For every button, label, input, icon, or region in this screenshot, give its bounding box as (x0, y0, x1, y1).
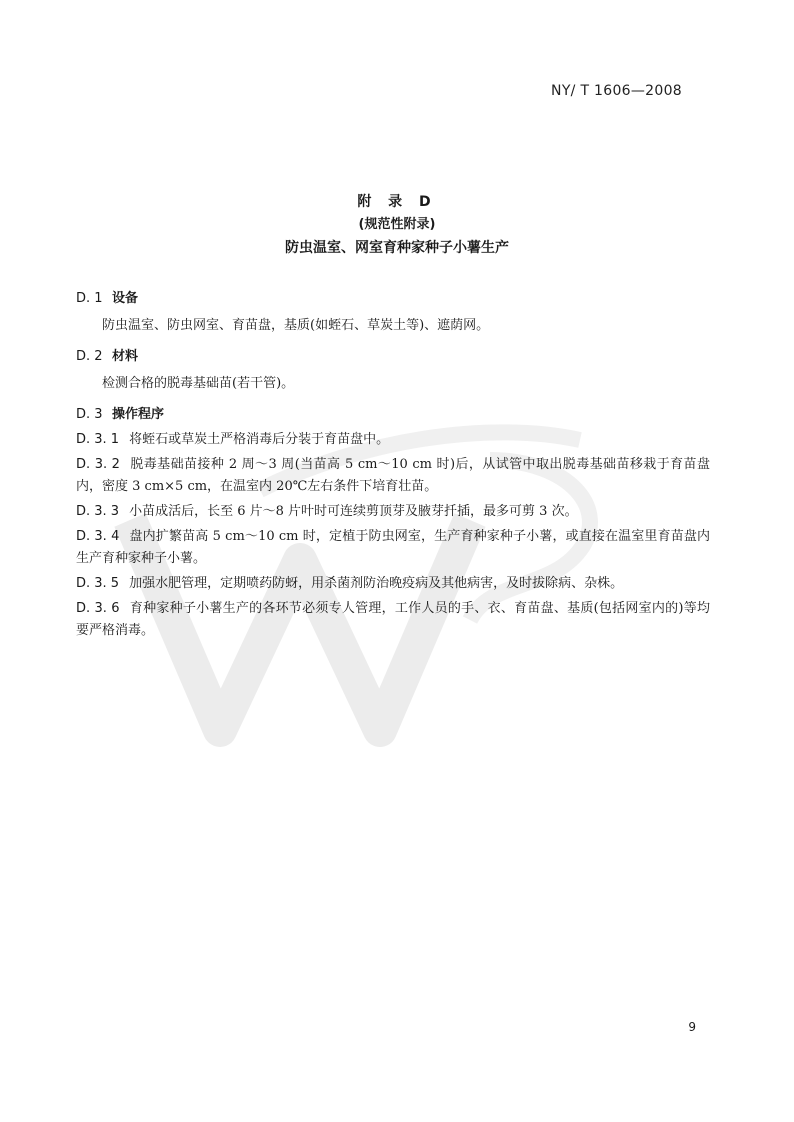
clause-d-3-4 (76, 526, 710, 570)
clause-text: 将蛭石或草炭土严格消毒后分装于育苗盘中。 (129, 432, 390, 447)
section-body-materials: 检测合格的脱毒基础苗(若干管)。 (102, 376, 295, 391)
clause-text: 加强水肥管理，定期喷药防蚜，用杀菌剂防治晚疫病及其他病害，及时拔除病、杂株。 (129, 576, 624, 591)
clause-number: D. 3. 6 (76, 601, 120, 616)
appendix-name: 防虫温室、网室育种家种子小薯生产 (285, 240, 509, 256)
section-heading-equipment (76, 288, 710, 310)
clause-d-3-2 (76, 454, 710, 498)
section-number: D. 3 (76, 407, 103, 422)
clause-text: 小苗成活后，长至 6 片～8 片叶时可连续剪顶芽及腋芽扦插，最多可剪 3 次。 (129, 504, 578, 519)
section-title: 设备 (112, 291, 139, 306)
section-heading-procedure (76, 404, 710, 426)
section-body-equipment: 防虫温室、防虫网室、育苗盘，基质(如蛭石、草炭土等)、遮荫网。 (102, 318, 490, 333)
appendix-type: (规范性附录) (358, 217, 436, 232)
clause-d-3-1 (76, 429, 710, 451)
section-title: 材料 (112, 349, 139, 364)
clause-d-3-5 (76, 573, 710, 595)
standard-number: NY/ T 1606—2008 (551, 83, 682, 99)
appendix-content (76, 288, 710, 642)
clause-d-3-6 (76, 598, 710, 642)
appendix-title: 附 录 D (357, 194, 437, 210)
section-title: 操作程序 (112, 407, 165, 422)
section-number: D. 2 (76, 349, 103, 364)
clause-number: D. 3. 2 (76, 457, 120, 472)
clause-number: D. 3. 1 (76, 432, 120, 447)
clause-number: D. 3. 4 (76, 529, 120, 544)
clause-number: D. 3. 3 (76, 504, 120, 519)
clause-number: D. 3. 5 (76, 576, 120, 591)
clause-text: 育种家种子小薯生产的各环节必须专人管理，工作人员的手、衣、育苗盘、基质(包括网室内的)等均要严格消毒。 (76, 601, 710, 638)
clause-text: 盘内扩繁苗高 5 cm～10 cm 时，定植于防虫网室，生产育种家种子小薯，或直接在温室里育苗盘内生产育种家种子小薯。 (76, 529, 710, 566)
clause-d-3-3 (76, 501, 710, 523)
section-number: D. 1 (76, 291, 103, 306)
section-heading-materials (76, 346, 710, 368)
page-number: 9 (688, 1020, 696, 1034)
clause-text: 脱毒基础苗接种 2 周～3 周(当苗高 5 cm～10 cm 时)后，从试管中取出脱毒基础苗移栽于育苗盘内，密度 3 cm×5 cm，在温室内 20℃左右条件下培育壮苗。 (76, 457, 710, 494)
appendix-heading (0, 190, 794, 260)
